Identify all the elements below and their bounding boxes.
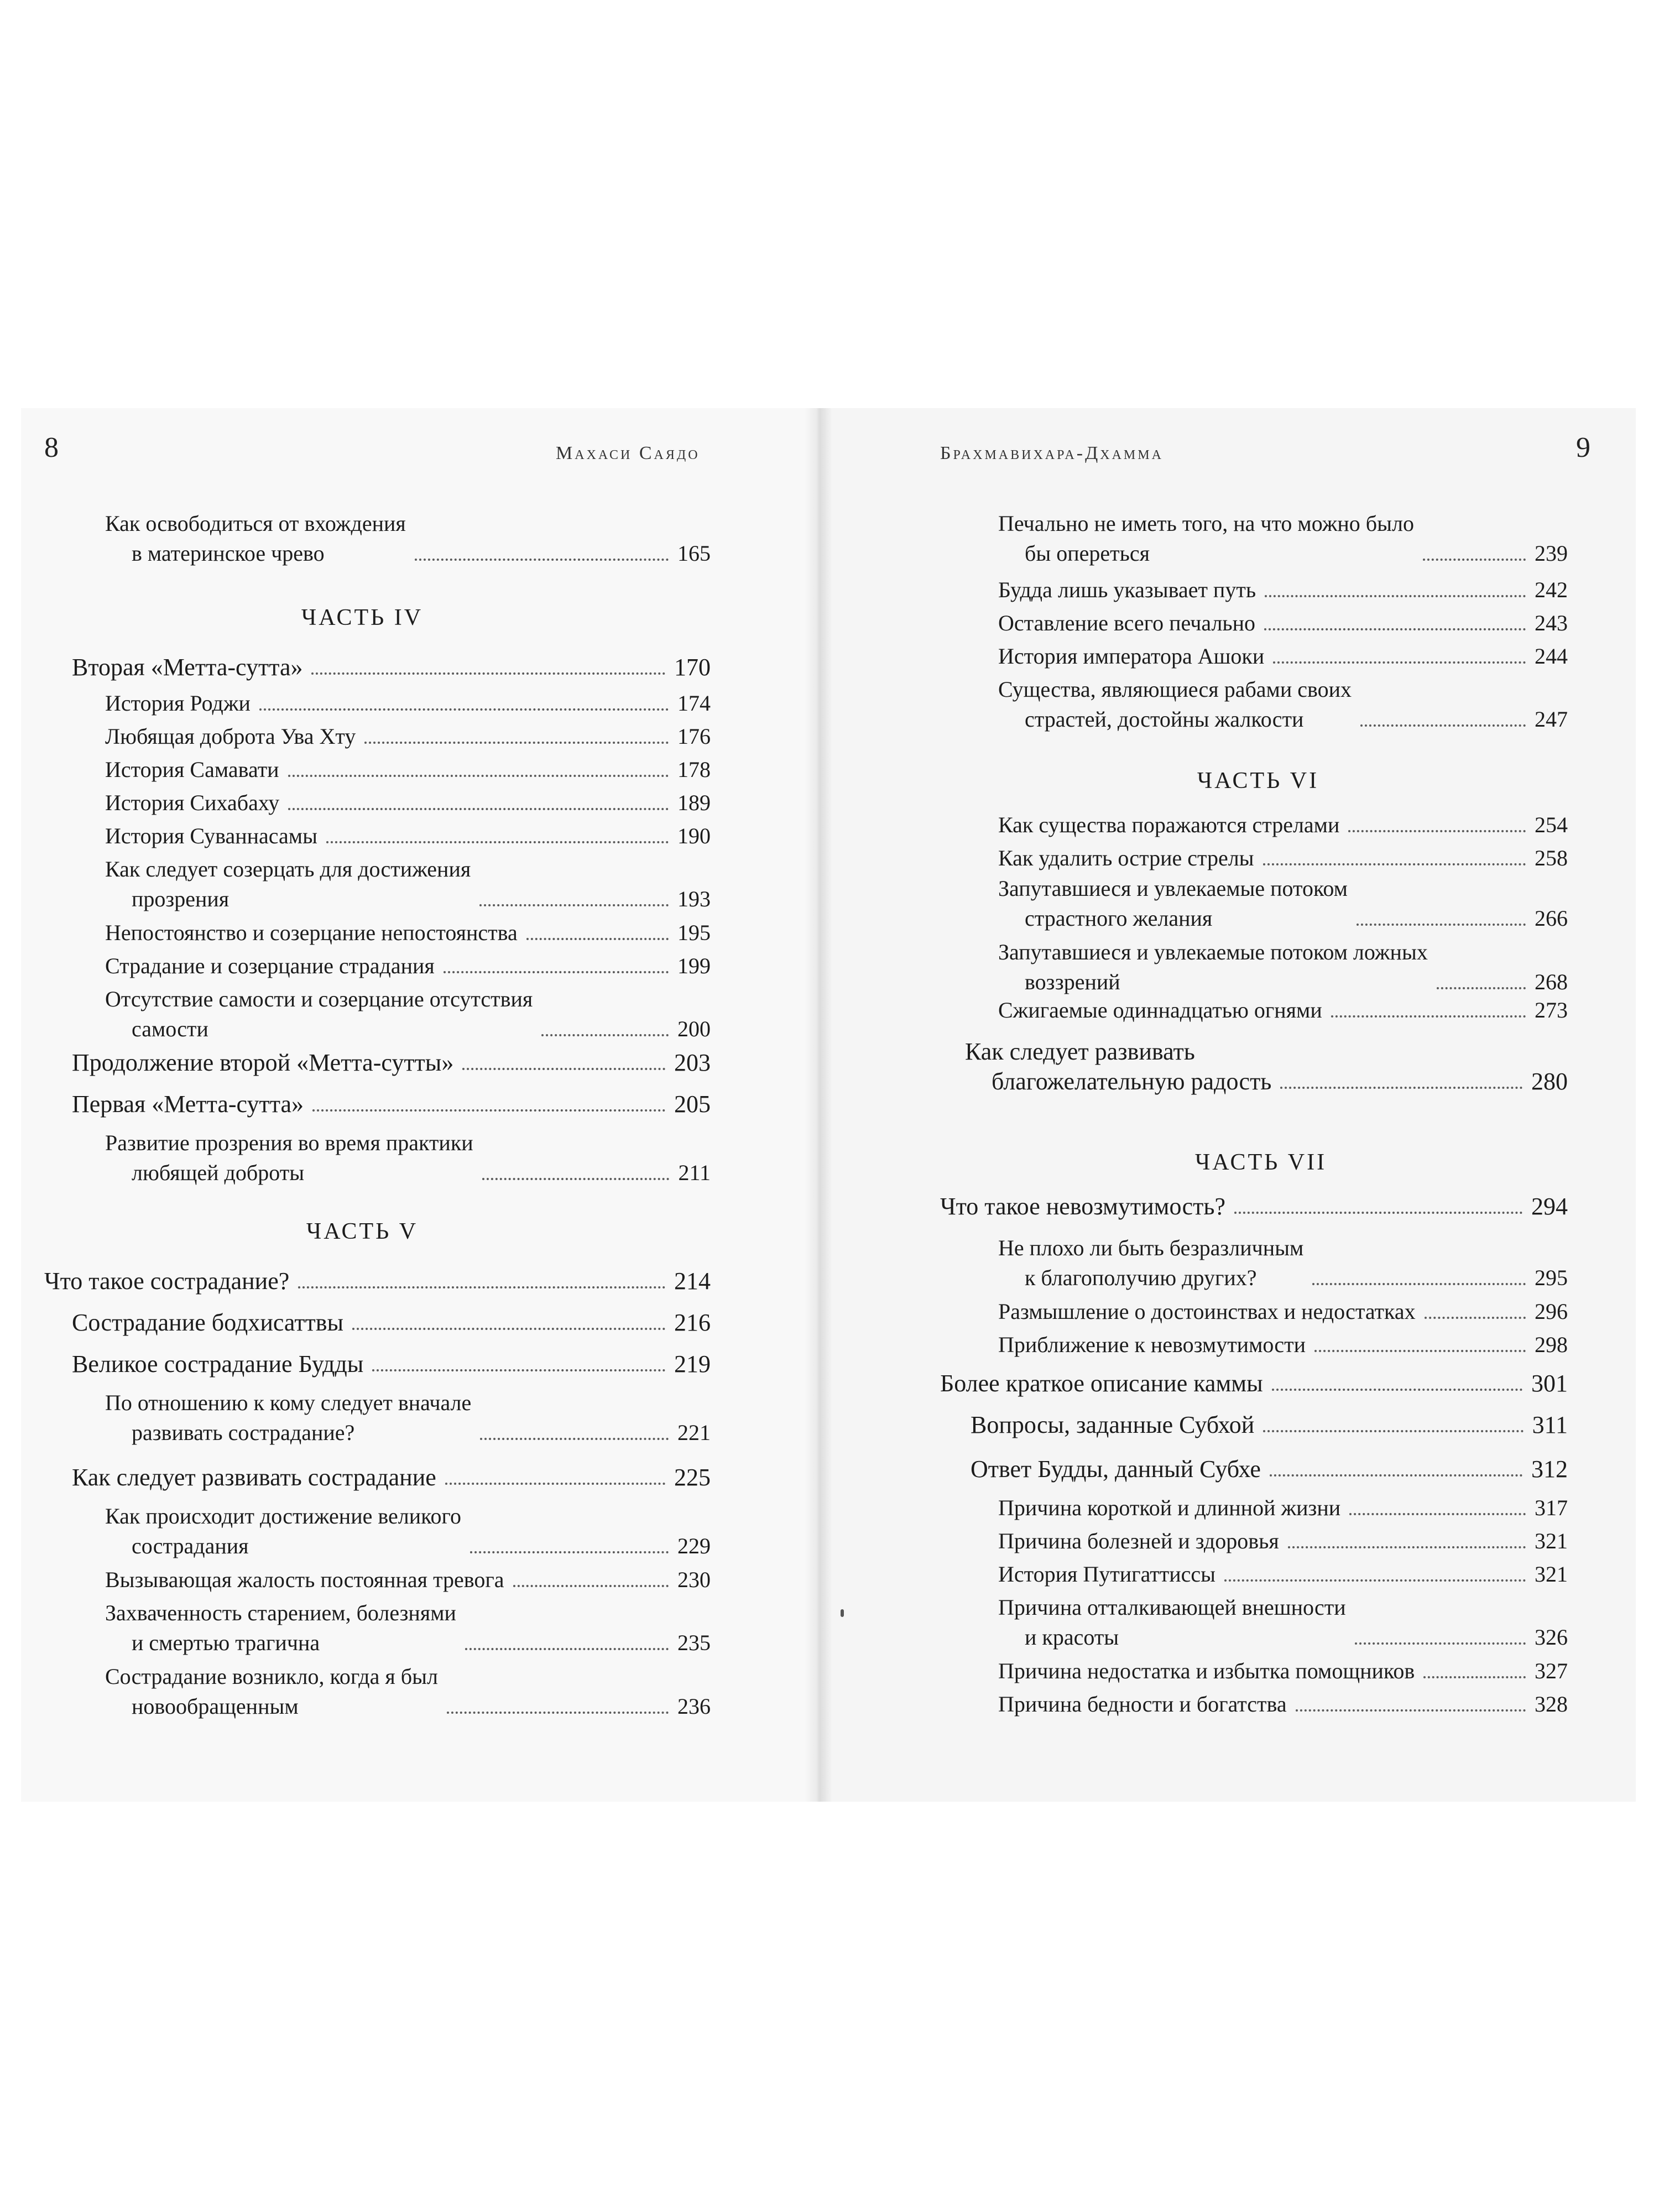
leader-dots	[1288, 1546, 1526, 1548]
toc-entry-title-line: Причина отталкивающей внешности	[998, 1595, 1346, 1620]
leader-dots	[415, 559, 669, 561]
toc-entry-page: 203	[674, 1049, 711, 1076]
leader-dots	[312, 1109, 665, 1112]
toc-entry-title: История Сихабаху	[105, 790, 280, 815]
toc-entry-title: Что такое сострадание?	[44, 1267, 290, 1295]
leader-dots	[470, 1551, 669, 1553]
toc-entry[interactable]	[971, 1454, 1568, 1484]
toc-entry-page: 268	[1535, 969, 1568, 994]
toc-entry-page: 189	[677, 790, 711, 815]
toc-entry-title-line: в материнское чрево	[132, 541, 325, 566]
toc-entry-page: 219	[674, 1350, 711, 1378]
leader-dots	[372, 1369, 665, 1371]
leader-dots	[444, 971, 669, 973]
toc-entry-page: 243	[1535, 611, 1568, 635]
toc-entry-title-line: По отношению к кому следует вначале	[105, 1390, 472, 1415]
toc-entry[interactable]	[998, 1656, 1568, 1686]
part-heading: ЧАСТЬ VI	[1197, 768, 1319, 794]
left-page-number: 8	[44, 432, 59, 463]
toc-entry[interactable]	[998, 843, 1568, 873]
part-heading: ЧАСТЬ VII	[1194, 1150, 1327, 1175]
leader-dots	[1314, 1350, 1526, 1352]
toc-entry-title: Первая «Метта-сутта»	[72, 1091, 304, 1118]
toc-entry[interactable]	[998, 810, 1568, 840]
toc-entry[interactable]	[940, 1369, 1568, 1399]
toc-entry-page: 273	[1535, 998, 1568, 1022]
toc-entry-title-line: и красоты	[1025, 1625, 1119, 1650]
toc-entry-page: 266	[1535, 906, 1568, 931]
toc-entry-page: 165	[677, 541, 711, 566]
toc-entry-title: Вопросы, заданные Субхой	[971, 1411, 1255, 1438]
leader-dots	[1273, 661, 1526, 664]
toc-entry-title-line: страстей, достойны жалкости	[1025, 707, 1304, 732]
toc-entry[interactable]	[998, 995, 1568, 1025]
leader-dots	[1296, 1709, 1526, 1712]
toc-entry-page: 199	[677, 953, 711, 978]
toc-entry[interactable]	[105, 854, 711, 914]
toc-entry-page: 296	[1535, 1299, 1568, 1324]
toc-entry-title	[998, 509, 1414, 568]
toc-entry-title-line: Как освободиться от вхождения	[105, 511, 406, 536]
toc-entry-page: 195	[677, 920, 711, 945]
toc-entry-page: 242	[1535, 577, 1568, 602]
toc-entry-title-line: Как происходит достижение великого	[105, 1504, 461, 1528]
toc-entry-page: 326	[1535, 1625, 1568, 1650]
toc-entry-title-line: Сострадание возникло, когда я был	[105, 1664, 438, 1689]
toc-entry[interactable]	[105, 984, 711, 1044]
toc-entry-title: История Суваннасамы	[105, 823, 317, 848]
leader-dots	[1312, 1283, 1526, 1285]
leader-dots	[288, 808, 669, 810]
leader-dots	[541, 1034, 669, 1036]
leader-dots	[1360, 724, 1526, 727]
leader-dots	[1423, 1676, 1526, 1678]
leader-dots	[465, 1648, 669, 1650]
toc-entry-title: Ответ Будды, данный Субхе	[971, 1455, 1261, 1483]
leader-dots	[482, 1178, 670, 1180]
part-heading: ЧАСТЬ IV	[301, 605, 424, 630]
part-heading: ЧАСТЬ V	[306, 1219, 419, 1244]
toc-entry-title-line: Развитие прозрения во время практики	[105, 1130, 473, 1155]
toc-entry-page: 193	[677, 886, 711, 911]
toc-entry[interactable]	[998, 1233, 1568, 1293]
toc-entry-title-line: новообращенным	[132, 1694, 299, 1719]
toc-entry[interactable]	[105, 1598, 711, 1658]
toc-entry-title-line: Как следует созерцать для достижения	[105, 857, 471, 881]
toc-entry-title-line: воззрений	[1025, 969, 1120, 994]
toc-entry-title	[998, 937, 1428, 997]
toc-entry[interactable]	[998, 1330, 1568, 1360]
toc-entry-title	[998, 675, 1352, 734]
leader-dots	[526, 938, 669, 940]
leader-dots	[1423, 559, 1526, 561]
leader-dots	[1263, 1430, 1523, 1432]
toc-entry-page: 295	[1535, 1265, 1568, 1290]
toc-entry-page: 317	[1535, 1495, 1568, 1520]
toc-entry-title: Более краткое описание каммы	[940, 1370, 1263, 1397]
toc-entry-title	[965, 1037, 1271, 1097]
toc-entry[interactable]	[998, 1593, 1568, 1652]
toc-entry-title-line: Запутавшиеся и увлекаемые потоком ложных	[998, 940, 1428, 964]
leader-dots	[326, 841, 669, 843]
toc-entry-title: История Самавати	[105, 757, 279, 782]
toc-entry[interactable]	[998, 509, 1568, 568]
toc-entry[interactable]	[105, 1565, 711, 1595]
toc-entry-title: Сжигаемые одиннадцатью огнями	[998, 998, 1322, 1022]
toc-entry-title: Причина бедности и богатства	[998, 1692, 1287, 1717]
toc-entry[interactable]	[998, 1297, 1568, 1327]
toc-entry-page: 211	[678, 1160, 711, 1185]
toc-entry[interactable]	[105, 1501, 711, 1561]
left-running-head: Махаси Саядо	[556, 443, 700, 463]
toc-entry[interactable]	[105, 821, 711, 851]
toc-entry-title-line: к благополучию других?	[1025, 1265, 1257, 1290]
toc-entry-title	[105, 1598, 456, 1658]
toc-entry-title: Как удалить острие стрелы	[998, 846, 1254, 870]
toc-entry-title: Причина недостатка и избытка помощников	[998, 1658, 1415, 1683]
leader-dots	[1264, 628, 1526, 630]
toc-entry-title	[998, 1233, 1303, 1293]
toc-entry[interactable]	[105, 918, 711, 948]
toc-entry[interactable]	[971, 1410, 1568, 1440]
toc-entry-page: 221	[677, 1420, 711, 1445]
toc-entry-title	[105, 984, 533, 1044]
toc-entry-title	[105, 854, 471, 914]
toc-entry-title: Продолжение второй «Метта-сутты»	[72, 1049, 454, 1076]
toc-entry-title-line: бы опереться	[1025, 541, 1150, 566]
toc-entry-title-line: Отсутствие самости и созерцание отсутствия	[105, 987, 533, 1011]
toc-entry-title: Причина болезней и здоровья	[998, 1528, 1279, 1553]
toc-entry-page: 174	[677, 691, 711, 716]
toc-entry[interactable]	[940, 1192, 1568, 1222]
toc-entry-title-line: и смертью трагична	[132, 1630, 320, 1655]
toc-entry-title	[998, 874, 1348, 933]
toc-entry[interactable]	[105, 1388, 711, 1448]
toc-entry-title: Размышление о достоинствах и недостатках	[998, 1299, 1416, 1324]
toc-entry[interactable]	[105, 722, 711, 752]
leader-dots	[298, 1286, 665, 1288]
toc-entry[interactable]	[72, 653, 711, 682]
toc-entry-page: 236	[677, 1694, 711, 1719]
leader-dots	[1270, 1474, 1522, 1477]
leader-dots	[479, 904, 669, 906]
toc-entry-title-line: Печально не иметь того, на что можно было	[998, 511, 1414, 536]
leader-dots	[311, 672, 665, 675]
leader-dots	[352, 1328, 665, 1330]
leader-dots	[1349, 1513, 1526, 1515]
toc-entry-page: 321	[1535, 1528, 1568, 1553]
toc-entry-page: 301	[1531, 1370, 1568, 1397]
toc-entry-title	[83, 509, 406, 568]
toc-entry-title	[105, 1662, 438, 1721]
toc-entry-page: 280	[1531, 1068, 1568, 1095]
toc-entry[interactable]	[998, 1559, 1568, 1589]
toc-entry-title: Приближение к невозмутимости	[998, 1332, 1306, 1357]
toc-entry[interactable]	[998, 608, 1568, 638]
toc-entry-title	[998, 1593, 1346, 1652]
toc-entry-title-line: Захваченность старением, болезнями	[105, 1600, 456, 1625]
leader-dots	[1425, 1317, 1526, 1319]
toc-entry[interactable]	[998, 575, 1568, 605]
leader-dots	[1355, 1642, 1526, 1645]
toc-entry-title-line: страстного желания	[1025, 906, 1213, 931]
toc-entry-page: 214	[674, 1267, 711, 1295]
toc-entry-title: История Путигаттиссы	[998, 1562, 1216, 1587]
toc-entry-title-line: сострадания	[132, 1533, 249, 1558]
toc-entry[interactable]	[105, 1662, 711, 1721]
toc-entry[interactable]	[72, 1308, 711, 1338]
toc-entry-page: 312	[1531, 1455, 1568, 1483]
toc-entry[interactable]	[44, 1266, 711, 1296]
toc-entry-page: 230	[677, 1567, 711, 1592]
leader-dots	[1348, 830, 1526, 832]
leader-dots	[1357, 924, 1526, 926]
toc-entry[interactable]	[105, 755, 711, 785]
toc-entry-title	[105, 1501, 461, 1561]
toc-entry-title-line: развивать сострадание?	[132, 1420, 355, 1445]
toc-entry-page: 254	[1535, 812, 1568, 837]
toc-entry-page: 258	[1535, 846, 1568, 870]
toc-entry-title: Любящая доброта Ува Хту	[105, 724, 356, 749]
leader-dots	[445, 1483, 665, 1485]
toc-entry[interactable]	[998, 937, 1568, 997]
toc-entry-page: 327	[1535, 1658, 1568, 1683]
toc-entry-title-line: Существа, являющиеся рабами своих	[998, 677, 1352, 702]
toc-entry-page: 298	[1535, 1332, 1568, 1357]
toc-entry-title-line: благожелательную радость	[992, 1068, 1272, 1095]
leader-dots	[1437, 987, 1526, 989]
toc-entry-page: 229	[677, 1533, 711, 1558]
toc-entry-title-line: самости	[132, 1016, 208, 1041]
toc-entry-page: 244	[1535, 644, 1568, 669]
toc-entry-page: 235	[677, 1630, 711, 1655]
toc-entry-page: 294	[1531, 1193, 1568, 1220]
toc-entry-page: 321	[1535, 1562, 1568, 1587]
toc-entry-page: 190	[677, 823, 711, 848]
toc-entry-title-line: Не плохо ли быть безразличным	[998, 1235, 1304, 1260]
toc-entry-page: 328	[1535, 1692, 1568, 1717]
toc-entry-page: 311	[1532, 1411, 1568, 1438]
toc-entry-title: Как существа поражаются стрелами	[998, 812, 1340, 837]
right-running-head: Брахмавихара-Дхамма	[940, 443, 1164, 463]
toc-entry-title-line: Запутавшиеся и увлекаемые потоком	[998, 876, 1348, 901]
toc-entry-title: Будда лишь указывает путь	[998, 577, 1256, 602]
toc-entry-title-line: Как следует развивать	[965, 1038, 1195, 1065]
toc-entry-title: Как следует развивать сострадание	[72, 1464, 436, 1491]
leader-dots	[513, 1585, 669, 1587]
toc-entry[interactable]	[965, 1037, 1568, 1097]
leader-dots	[1265, 595, 1526, 597]
leader-dots	[364, 742, 669, 744]
leader-dots	[480, 1438, 669, 1440]
toc-entry[interactable]	[998, 675, 1568, 734]
toc-entry-page: 205	[674, 1091, 711, 1118]
toc-entry-title	[105, 1128, 473, 1188]
toc-entry-title: Вызывающая жалость постоянная тревога	[105, 1567, 504, 1592]
leader-dots	[288, 775, 669, 777]
toc-entry[interactable]	[998, 1526, 1568, 1556]
leader-dots	[1331, 1015, 1526, 1018]
toc-entry-title: Великое сострадание Будды	[72, 1350, 364, 1378]
toc-entry-page: 170	[674, 654, 711, 681]
toc-entry-page: 247	[1535, 707, 1568, 732]
toc-entry-page: 200	[677, 1016, 711, 1041]
right-page-number: 9	[1576, 432, 1590, 463]
toc-entry-page: 239	[1535, 541, 1568, 566]
toc-entry-title-line: любящей доброты	[132, 1160, 305, 1185]
toc-entry-title: Страдание и созерцание страдания	[105, 953, 435, 978]
leader-dots	[259, 708, 669, 711]
toc-entry[interactable]	[72, 1463, 711, 1493]
toc-entry[interactable]	[105, 788, 711, 818]
toc-entry[interactable]	[998, 641, 1568, 671]
toc-entry[interactable]	[72, 1349, 711, 1379]
toc-entry[interactable]	[105, 951, 711, 981]
toc-entry[interactable]	[105, 1128, 711, 1188]
toc-entry-title	[105, 1388, 471, 1448]
toc-entry-title: Вторая «Метта-сутта»	[72, 654, 303, 681]
leader-dots	[1272, 1389, 1522, 1391]
leader-dots	[462, 1068, 665, 1070]
leader-dots	[447, 1712, 669, 1714]
leader-dots	[1263, 863, 1526, 865]
toc-entry-title-line: прозрения	[132, 886, 229, 911]
toc-entry-page: 178	[677, 757, 711, 782]
toc-entry[interactable]	[105, 688, 711, 718]
toc-entry-page: 225	[674, 1464, 711, 1491]
toc-entry[interactable]	[72, 1089, 711, 1119]
toc-entry-page: 176	[677, 724, 711, 749]
toc-entry-page: 216	[674, 1309, 711, 1336]
toc-entry[interactable]	[998, 874, 1568, 933]
toc-entry-title: Оставление всего печально	[998, 611, 1256, 635]
toc-entry-title: Что такое невозмутимость?	[940, 1193, 1225, 1220]
leader-dots	[1224, 1579, 1526, 1582]
toc-entry-title: История императора Ашоки	[998, 644, 1265, 669]
leader-dots	[1280, 1087, 1522, 1089]
toc-entry-title: Причина короткой и длинной жизни	[998, 1495, 1341, 1520]
print-speck	[841, 1609, 844, 1617]
leader-dots	[1234, 1212, 1522, 1214]
toc-entry[interactable]	[998, 1689, 1568, 1719]
toc-entry-title: Сострадание бодхисаттвы	[72, 1309, 344, 1336]
toc-entry[interactable]	[998, 1493, 1568, 1523]
toc-entry[interactable]	[105, 509, 711, 568]
book-gutter	[805, 408, 832, 1802]
toc-entry[interactable]	[72, 1048, 711, 1078]
toc-entry-title: Непостоянство и созерцание непостоянства	[105, 920, 518, 945]
toc-entry-title: История Роджи	[105, 691, 251, 716]
